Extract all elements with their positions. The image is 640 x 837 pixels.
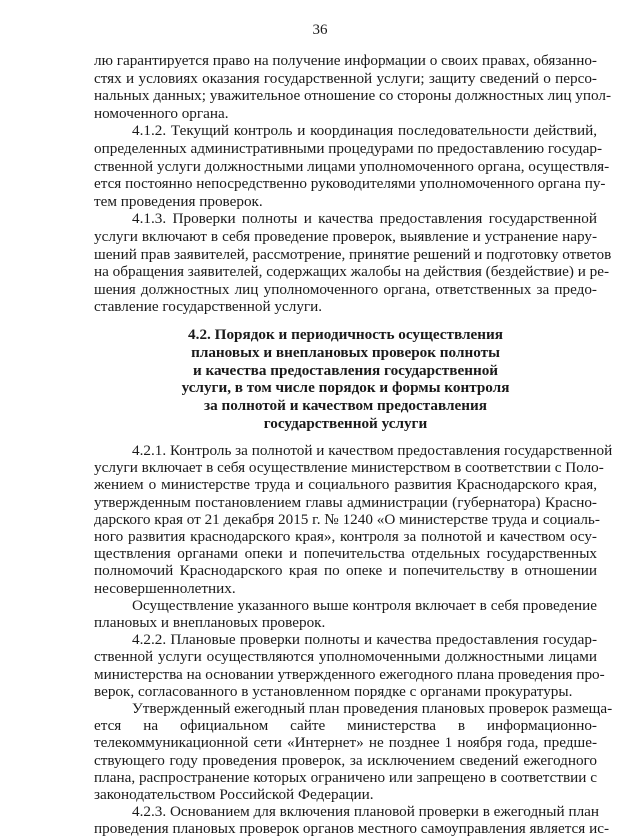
text-line: 4.2.3. Основанием для включения плановой проверки в ежегодный план [132,803,600,821]
text-line: ного развития краснодарского края», контроля за полнотой и качеством осу- [94,528,597,545]
text-line: 4.1.3. Проверки полноты и качества предоставления государственной [132,210,597,228]
text-line: плановых и внеплановых проверок. [94,614,326,631]
section-heading-line: государственной услуги [263,415,428,432]
text-line: услуги включает в себя осуществление министерством в соответствии с Поло- [94,459,604,477]
text-line: плана, распространение которых ограничено или запрещено в соответствии с [94,768,597,786]
text-line: услуги включают в себя проведение проверок, выявление и устранение нару- [94,228,597,245]
text-line: 4.2.2. Плановые проверки полноты и качества предоставления государ- [132,631,597,649]
text-line: утвержденным постановлением главы администрации (губернатора) Красно- [94,493,597,511]
text-line: полномочий Краснодарского края по опеке и попечительству в отношении [94,562,597,580]
text-line: ществления органами опеки и попечительства отдельных государственных [94,545,597,563]
text-line: определенных административными процедурами по предоставлению государ- [94,140,603,157]
text-line: нальных данных; уважительное отношение со стороны должностных лиц упол- [94,87,611,105]
text-line: ственной услуги осуществляются уполномоченными должностными лицами [94,648,597,666]
text-line: ствующего году проведения проверок, за исключением сведений ежегодного [94,751,597,769]
text-line: стях и условиях оказания государственной услуги; защиту сведений о персо- [94,69,597,87]
section-heading-line: услуги, в том числе порядок и формы контроля [181,379,510,397]
text-line: дарского края от 21 декабря 2015 г. № 1240 «О министерстве труда и социаль- [94,510,600,528]
section-heading-line: 4.2. Порядок и периодичность осуществления [188,326,503,343]
text-line: номоченного органа. [94,104,229,122]
page-number: 36 [312,22,328,38]
text-line: проведения плановых проверок органов местного самоуправления является ис- [94,820,610,837]
text-line: ется на официальном сайте министерства в информационно- [94,717,597,735]
section-heading-line: плановых и внеплановых проверок полноты [191,343,500,361]
text-line: тем проведения проверок. [94,192,263,210]
text-line: лю гарантируется право на получение информации о своих правах, обязанно- [94,52,597,69]
text-line: шения должностных лиц уполномоченного органа, ответственных за предо- [94,280,597,298]
section-heading-line: и качества предоставления государственной [192,361,499,379]
text-line: телекоммуникационной сети «Интернет» не позднее 1 ноября года, предше- [94,734,597,752]
text-line: Осуществление указанного выше контроля включает в себя проведение [132,596,597,614]
text-line: ставление государственной услуги. [94,298,323,316]
text-line: на обращения заявителей, содержащих жалобы на действия (бездействие) и ре- [94,263,610,281]
text-line: жением о министерстве труда и социального развития Краснодарского края, [94,476,597,494]
text-line: 4.1.2. Текущий контроль и координация последовательности действий, [132,122,597,140]
text-line: верок, согласованного в установленном порядке с органами прокуратуры. [94,682,573,700]
text-line: законодательством Российской Федерации. [94,786,374,803]
text-line: несовершеннолетних. [94,579,236,597]
text-line: Утвержденный ежегодный план проведения плановых проверок размеща- [132,700,613,717]
text-line: ственной услуги должностными лицами уполномоченного органа, осуществля- [94,157,610,175]
text-line: шений прав заявителей, рассмотрение, принятие решений и подготовку ответов [94,245,612,263]
text-line: ется постоянно непосредственно руководителями уполномоченного органа пу- [94,175,606,193]
section-heading-line: за полнотой и качеством предоставления [204,397,487,415]
text-line: министерства на основании утвержденного ежегодного плана проведения про- [94,665,605,683]
text-line: 4.2.1. Контроль за полнотой и качеством предоставления государственной [132,442,613,459]
